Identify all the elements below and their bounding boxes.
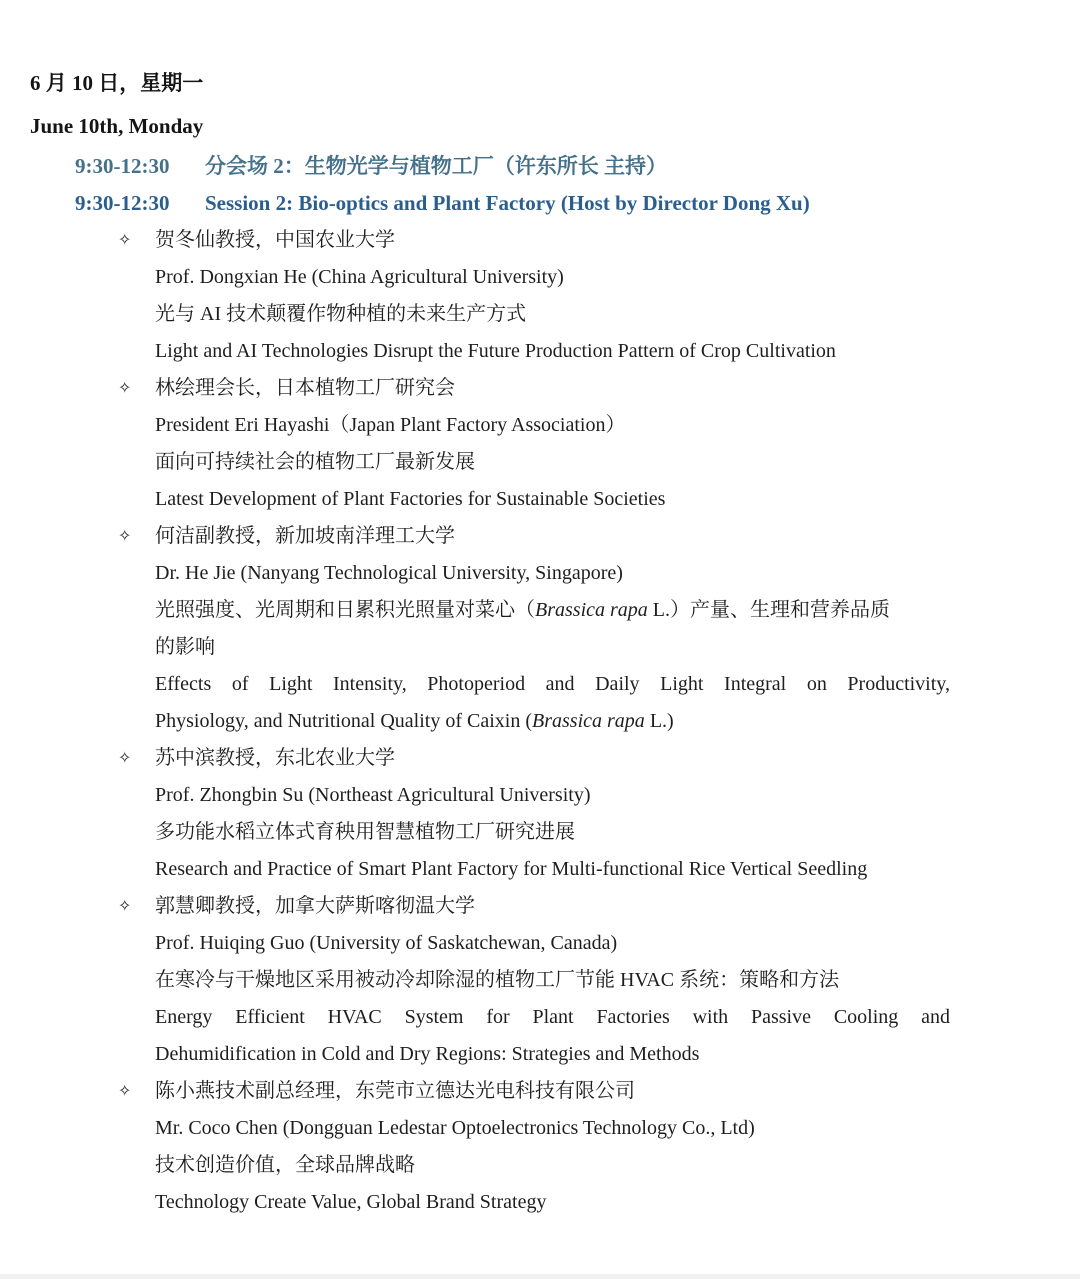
diamond-bullet-icon: ✧ [118,1083,132,1100]
session-title-zh: 分会场 2：生物光学与植物工厂（许东所长 主持） [205,154,667,178]
speaker-name-zh: 陈小燕技术副总经理，东莞市立德达光电科技有限公司 [155,1080,635,1102]
entry-2-topic-zh: 面向可持续社会的植物工厂最新发展 [155,451,475,473]
diamond-bullet-icon: ✧ [118,380,132,397]
entry-3-topic-zh-line2: 的影响 [155,636,215,658]
speaker-name-zh: 何洁副教授，新加坡南洋理工大学 [155,525,455,547]
session-row-en [30,185,1050,222]
entry-1-topic-en: Light and AI Technologies Disrupt the Future Production Pattern of Crop Cultivation [155,340,836,362]
diamond-bullet-icon: ✧ [118,232,132,249]
speaker-name-zh: 郭慧卿教授，加拿大萨斯喀彻温大学 [155,895,475,917]
entry-1-speaker-en: Prof. Dongxian He (China Agricultural University) [155,266,564,288]
entry-4-topic-zh: 多功能水稻立体式育秧用智慧植物工厂研究进展 [155,821,575,843]
entry-4-speaker-zh [30,740,1050,777]
topic-text: L.）产量、生理和营养品质 [647,599,891,621]
entry-1-topic-zh: 光与 AI 技术颠覆作物种植的未来生产方式 [155,303,527,325]
entry-2-speaker-zh [30,370,1050,407]
entry-2-topic-en: Latest Development of Plant Factories for Sustainable Societies [155,488,666,510]
session-time-zh: 9:30-12:30 [75,154,170,178]
entry-6-topic-zh: 技术创造价值，全球品牌战略 [155,1154,415,1176]
diamond-bullet-icon: ✧ [118,898,132,915]
session-title-en: Session 2: Bio-optics and Plant Factory (Host by Director Dong Xu) [205,191,810,215]
topic-text: 光照强度、光周期和日累积光照量对菜心（ [155,599,535,621]
date-heading-zh: 6 月 10 日，星期一 [30,71,204,95]
entry-3-speaker-en: Dr. He Jie (Nanyang Technological University, Singapore) [155,562,623,584]
entry-6-topic-en: Technology Create Value, Global Brand Strategy [155,1191,547,1213]
date-heading-en: June 10th, Monday [30,114,204,138]
entry-4-speaker-en: Prof. Zhongbin Su (Northeast Agricultural University) [155,784,591,806]
entry-3-topic-zh-line1 [30,592,1050,629]
diamond-bullet-icon: ✧ [118,750,132,767]
entry-5-speaker-en: Prof. Huiqing Guo (University of Saskatchewan, Canada) [155,932,618,954]
entry-3-topic-en-line2 [30,703,1050,740]
page-bottom-edge [0,1274,1080,1279]
entry-5-topic-en-line2: Dehumidification in Cold and Dry Regions: Strategies and Methods [155,1043,700,1065]
session-row-zh [30,148,1050,185]
speaker-name-zh: 林绘理会长，日本植物工厂研究会 [155,377,455,399]
topic-text: Physiology, and Nutritional Quality of Caixin ( [155,710,533,732]
diamond-bullet-icon: ✧ [118,528,132,545]
speaker-name-zh: 苏中滨教授，东北农业大学 [155,747,395,769]
species-name: Brassica rapa [535,599,648,621]
entry-5-topic-zh: 在寒冷与干燥地区采用被动冷却除湿的植物工厂节能 HVAC 系统：策略和方法 [155,969,840,991]
species-name: Brassica rapa [532,710,645,732]
agenda-list [30,222,1050,1221]
entry-3-topic-en-line1: Effects of Light Intensity, Photoperiod and Daily Light Integral on Productivity, [155,673,950,695]
entry-3-speaker-zh [30,518,1050,555]
entry-6-speaker-zh [30,1073,1050,1110]
entry-5-speaker-zh [30,888,1050,925]
topic-text: L.) [644,710,674,732]
entry-4-topic-en: Research and Practice of Smart Plant Factory for Multi-functional Rice Vertical Seedling [155,858,868,880]
speaker-name-zh: 贺冬仙教授，中国农业大学 [155,229,395,251]
entry-1-speaker-zh [30,222,1050,259]
entry-6-speaker-en: Mr. Coco Chen (Dongguan Ledestar Optoelectronics Technology Co., Ltd) [155,1117,755,1139]
session-time-en: 9:30-12:30 [75,191,170,215]
entry-2-speaker-en: President Eri Hayashi（Japan Plant Factory Association） [155,414,626,436]
entry-5-topic-en-line1: Energy Efficient HVAC System for Plant Factories with Passive Cooling and [155,1006,950,1028]
